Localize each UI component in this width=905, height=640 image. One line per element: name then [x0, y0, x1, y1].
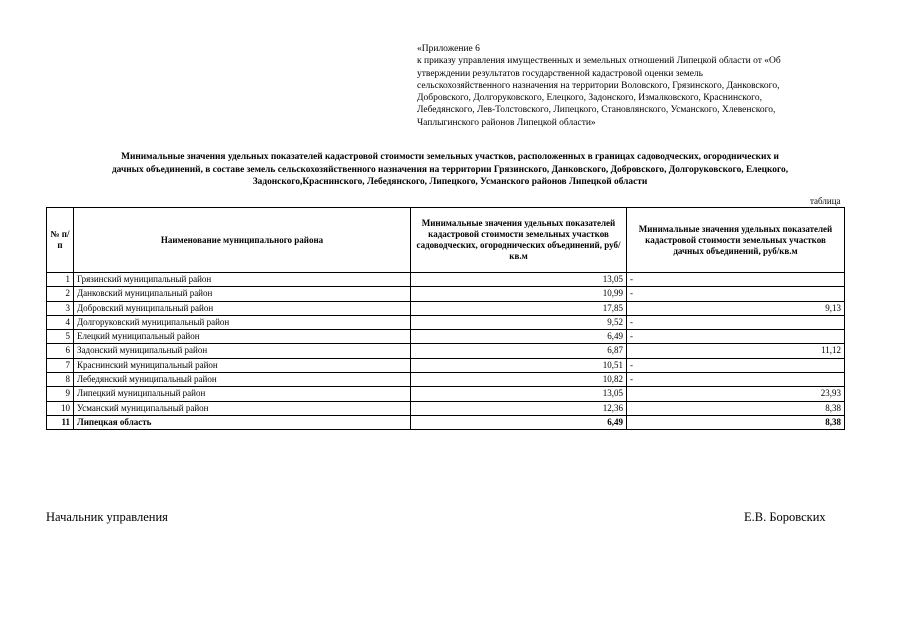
cadastral-values-table — [46, 207, 845, 430]
header-district-name: Наименование муниципального района — [74, 208, 411, 273]
cell-district-name: Лебедянский муниципальный район — [74, 373, 411, 387]
signatory-name: Е.В. Боровских — [744, 510, 826, 524]
table-row — [47, 330, 845, 344]
cell-no: 6 — [47, 344, 74, 358]
cell-district-name: Данковский муниципальный район — [74, 287, 411, 301]
table-row — [47, 373, 845, 387]
cell-district-name: Елецкий муниципальный район — [74, 330, 411, 344]
cell-district-name: Грязинский муниципальный район — [74, 273, 411, 287]
cell-garden-value: 10,82 — [411, 373, 627, 387]
cell-dacha-value: - — [627, 330, 845, 344]
cell-dacha-value: - — [627, 358, 845, 372]
cell-no: 8 — [47, 373, 74, 387]
cell-dacha-value: 8,38 — [627, 401, 845, 415]
document-heading — [40, 151, 860, 189]
cell-no: 1 — [47, 273, 74, 287]
header-no: № п/п — [47, 208, 74, 273]
cell-dacha-value: - — [627, 373, 845, 387]
cell-garden-value: 13,05 — [411, 387, 627, 401]
header-garden-value: Минимальные значения удельных показателей кадастровой стоимости земельных участков садоводческих, огороднических объединений, руб/кв.м — [411, 208, 627, 273]
cell-district-name: Долгоруковский муниципальный район — [74, 315, 411, 329]
cell-garden-value: 6,49 — [411, 330, 627, 344]
table-row — [47, 273, 845, 287]
cell-no: 7 — [47, 358, 74, 372]
appendix-line: Лебедянского, Лев-Толстовского, Липецкого, Становлянского, Усманского, Хлевенского, — [417, 105, 776, 116]
cell-no: 2 — [47, 287, 74, 301]
header-dacha-value: Минимальные значения удельных показателей кадастровой стоимости земельных участков дачных объединений, руб/кв.м — [627, 208, 845, 273]
cell-district-name: Усманский муниципальный район — [74, 401, 411, 415]
cell-dacha-value: 23,93 — [627, 387, 845, 401]
signatory-position: Начальник управления — [46, 510, 168, 524]
table-row — [47, 344, 845, 358]
cell-district-name: Липецкая область — [74, 415, 411, 429]
cell-dacha-value: 9,13 — [627, 301, 845, 315]
cell-no: 4 — [47, 315, 74, 329]
cell-garden-value: 6,87 — [411, 344, 627, 358]
table-row — [47, 315, 845, 329]
cell-garden-value: 6,49 — [411, 415, 627, 429]
cell-garden-value: 17,85 — [411, 301, 627, 315]
table-row — [47, 401, 845, 415]
cell-district-name: Липецкий муниципальный район — [74, 387, 411, 401]
cell-dacha-value: 11,12 — [627, 344, 845, 358]
table-body — [47, 273, 845, 430]
heading-line: Задонского,Краснинского, Лебедянского, Липецкого, Усманского районов Липецкой области — [252, 177, 648, 188]
cell-no: 11 — [47, 415, 74, 429]
cell-garden-value: 12,36 — [411, 401, 627, 415]
table-header-row — [47, 208, 845, 273]
cell-district-name: Добровский муниципальный район — [74, 301, 411, 315]
cell-district-name: Задонский муниципальный район — [74, 344, 411, 358]
appendix-line: к приказу управления имущественных и земельных отношений Липецкой области от «Об — [417, 56, 781, 67]
table-row — [47, 358, 845, 372]
cell-district-name: Краснинский муниципальный район — [74, 358, 411, 372]
table-total-row — [47, 415, 845, 429]
cell-dacha-value: - — [627, 287, 845, 301]
cell-dacha-value: - — [627, 273, 845, 287]
appendix-line: утверждении результатов государственной кадастровой оценки земель — [417, 68, 704, 79]
table-row — [47, 287, 845, 301]
cell-no: 5 — [47, 330, 74, 344]
cell-garden-value: 10,51 — [411, 358, 627, 372]
table-row — [47, 301, 845, 315]
cell-no: 9 — [47, 387, 74, 401]
appendix-header — [417, 43, 837, 129]
cell-no: 10 — [47, 401, 74, 415]
appendix-line: «Приложение 6 — [417, 44, 480, 54]
cell-garden-value: 13,05 — [411, 273, 627, 287]
heading-line: Минимальные значения удельных показателей кадастровой стоимости земельных участков, расположенных в границах садоводческих, огороднических и — [121, 152, 779, 162]
appendix-line: Добровского, Долгоруковского, Елецкого, Задонского, Измалковского, Краснинского, — [417, 93, 762, 104]
cell-dacha-value: - — [627, 315, 845, 329]
appendix-line: сельскохозяйственного назначения на территории Воловского, Грязинского, Данковского, — [417, 80, 780, 91]
cell-garden-value: 10,99 — [411, 287, 627, 301]
appendix-line: Чаплыгинского районов Липецкой области» — [417, 117, 596, 128]
table-label: таблица — [810, 196, 841, 206]
cell-no: 3 — [47, 301, 74, 315]
cell-garden-value: 9,52 — [411, 315, 627, 329]
cell-dacha-value: 8,38 — [627, 415, 845, 429]
heading-line: дачных объединений, в составе земель сельскохозяйственного назначения на территории Грязинского, Данковского, Добровского, Долгоруковского, Елецкого, — [111, 164, 789, 175]
table-row — [47, 387, 845, 401]
